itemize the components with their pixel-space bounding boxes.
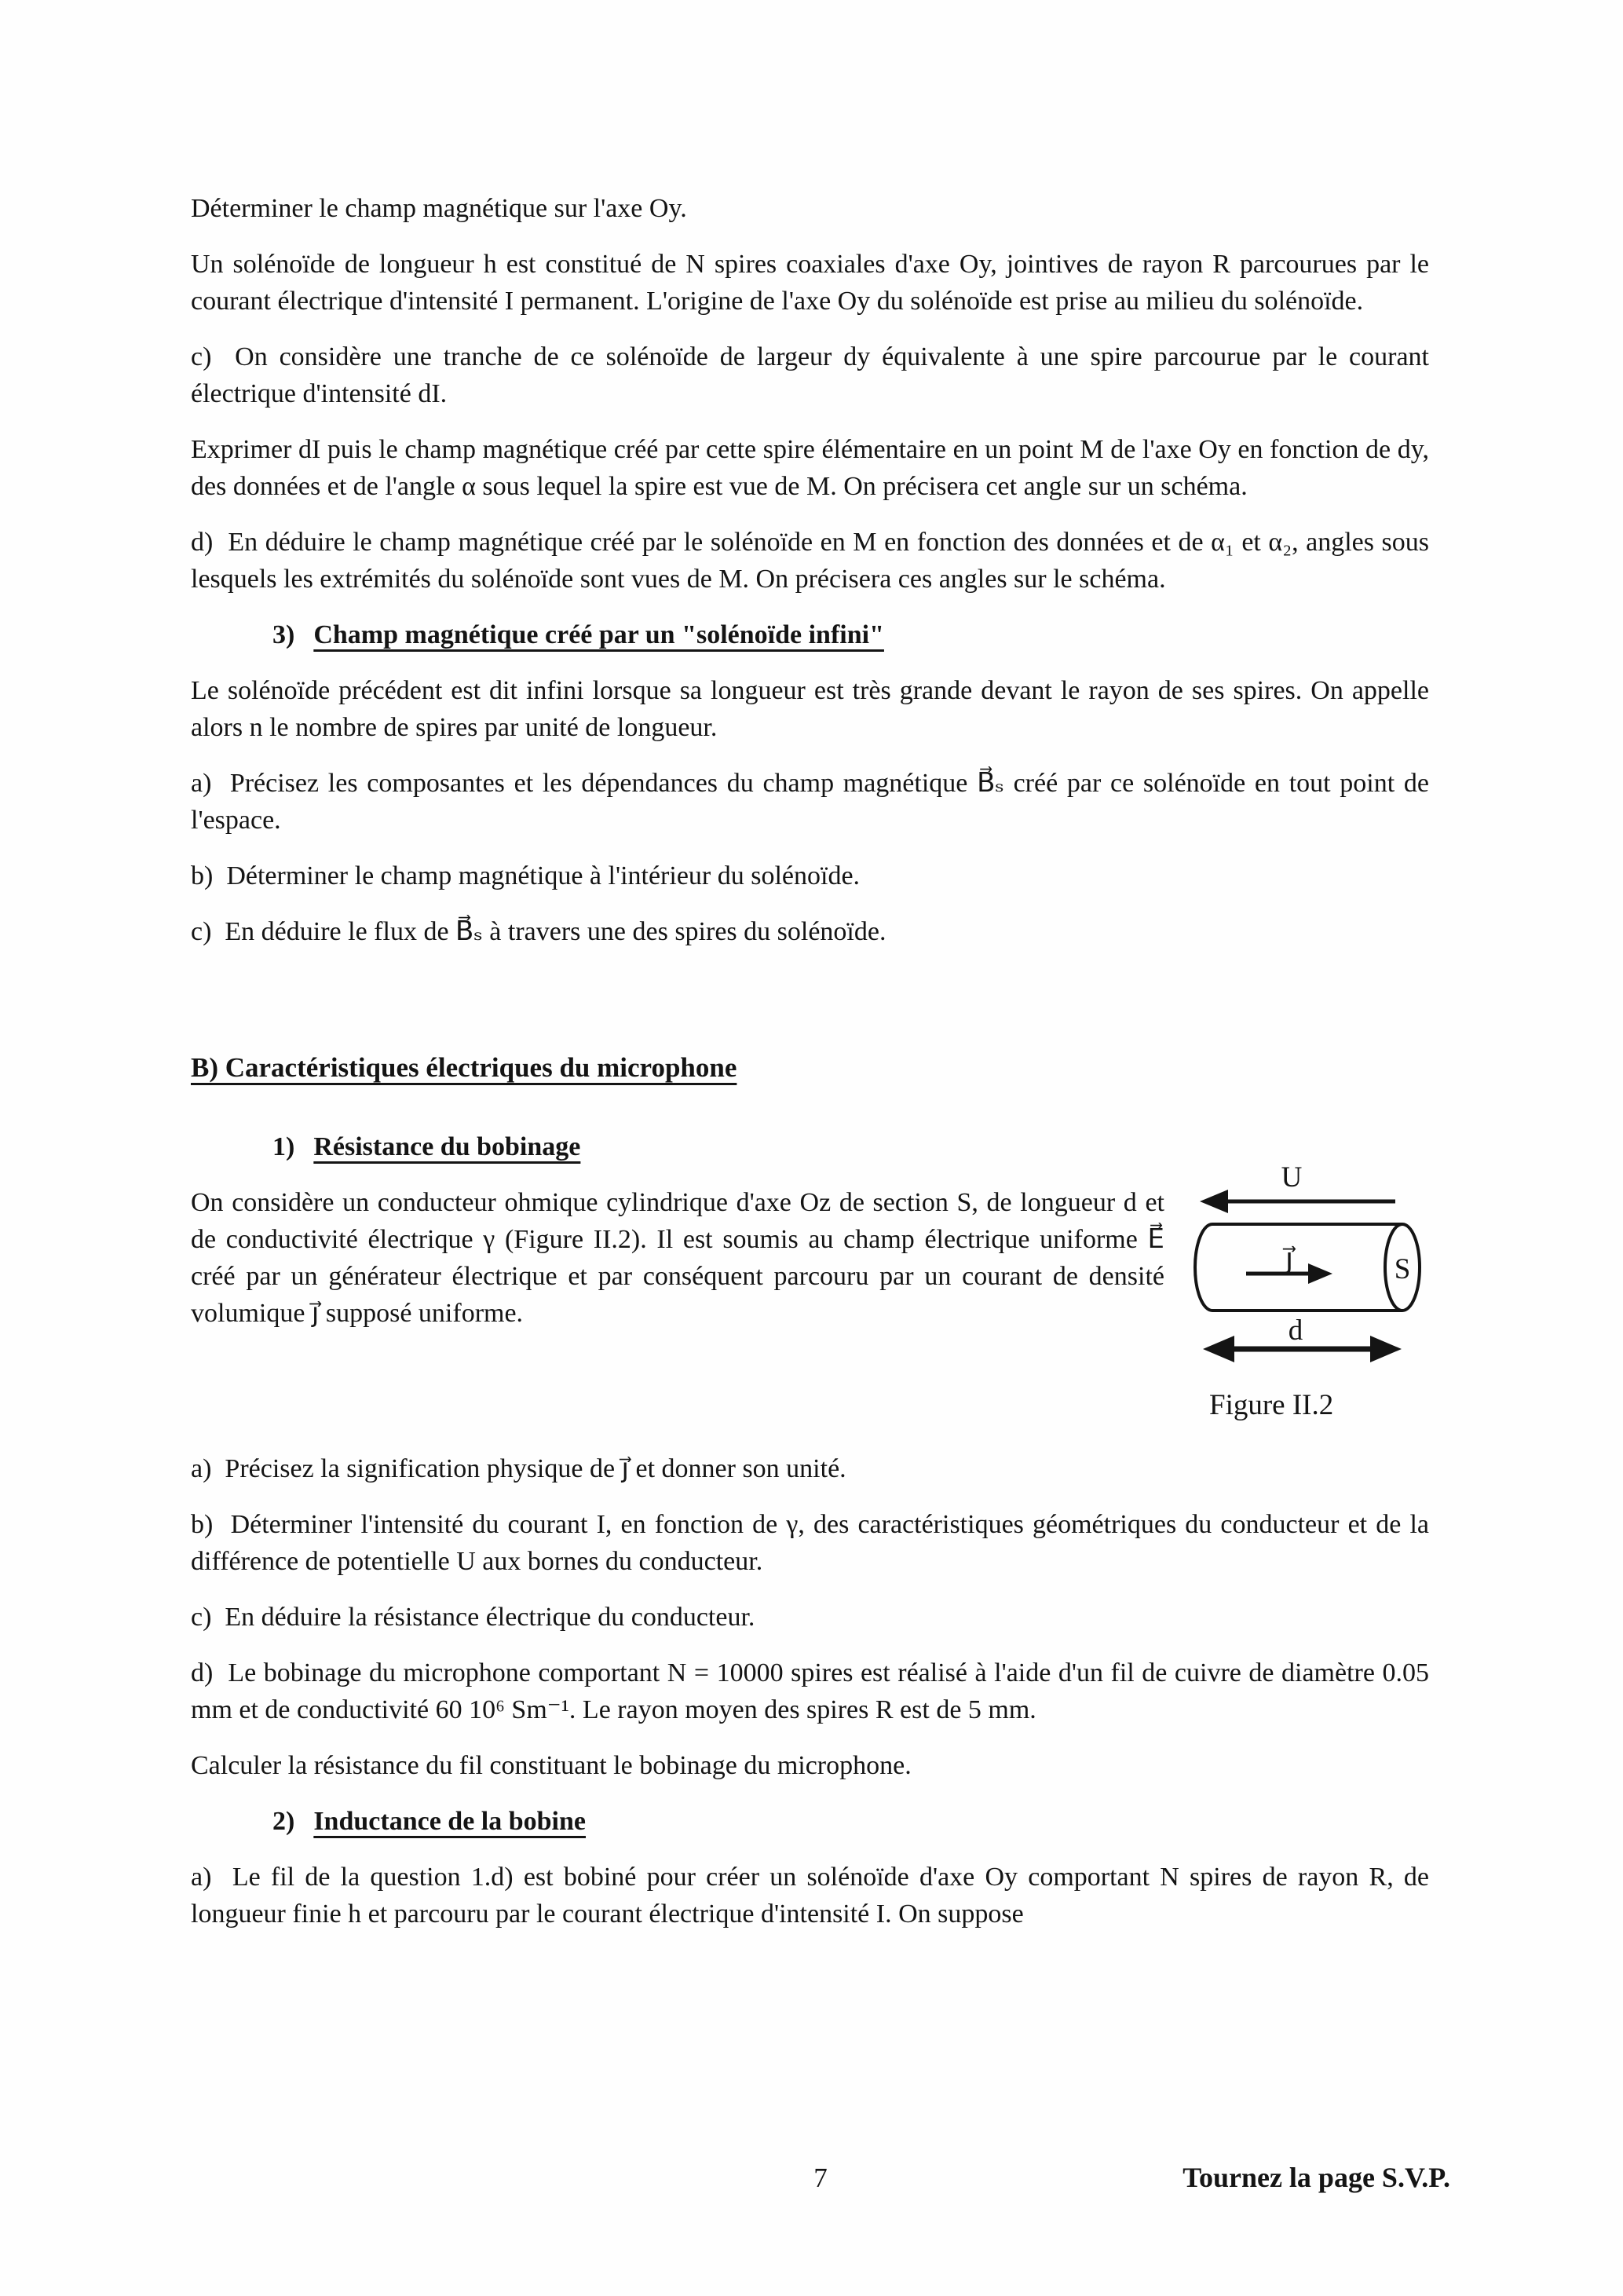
heading-section-3 xyxy=(191,616,1429,653)
question-item-a-composantes: a) Précisez les composantes et les dépendances du champ magnétique B⃗ₛ créé par ce solénoïde en tout point de l'espace. xyxy=(191,769,1429,835)
question-item-d-bobinage: d) Le bobinage du microphone comportant N = 10000 spires est réalisé à l'aide d'un fil de cuivre de diamètre 0.05 mm et de conductivité 60 10⁶ Sm⁻¹. Le rayon moyen des spires R est de 5 mm. xyxy=(191,1658,1429,1724)
question-item-b-champ-interieur: b) Déterminer le champ magnétique à l'intérieur du solénoïde. xyxy=(191,861,861,890)
page-footer xyxy=(191,2159,1450,2206)
heading-title: Résistance du bobinage xyxy=(313,1132,581,1161)
heading-section-B: B) Caractéristiques électriques du microphone xyxy=(191,1052,737,1083)
paragraph-exprimer-di: Exprimer dI puis le champ magnétique créé par cette spire élémentaire en un point M de l'axe Oy en fonction de dy, des données et de l'angle α sous lequel la spire est vue de M. On précisera cet angle sur un schéma. xyxy=(191,435,1429,501)
question-item-a-signification-j: a) Précisez la signification physique de j⃗ et donner son unité. xyxy=(191,1454,846,1483)
figure-caption: Figure II.2 xyxy=(1209,1389,1334,1421)
page-content xyxy=(191,190,1429,1951)
page-number: 7 xyxy=(813,2163,828,2193)
question-item-b-intensite: b) Déterminer l'intensité du courant I, en fonction de γ, des caractéristiques géométriques du conducteur et de la différence de potentielle U aux bornes du conducteur. xyxy=(191,1510,1429,1576)
paragraph-solenoide-definition: Un solénoïde de longueur h est constitué de N spires coaxiales d'axe Oy, jointives de rayon R parcourues par le courant électrique d'intensité I permanent. L'origine de l'axe Oy du solénoïde est prise au milieu du solénoïde. xyxy=(191,250,1429,316)
paragraph-determiner-axe-oy: Déterminer le champ magnétique sur l'axe Oy. xyxy=(191,194,687,223)
question-item-c-tranche: c) On considère une tranche de ce solénoïde de largeur dy équivalente à une spire parcourue par le courant électrique d'intensité dI. xyxy=(191,342,1429,408)
voltage-label: U xyxy=(1281,1161,1303,1194)
heading-title: Inductance de la bobine xyxy=(313,1807,587,1836)
heading-number: 2) xyxy=(272,1807,295,1836)
length-arrowhead-left-icon xyxy=(1203,1336,1234,1362)
heading-number: 1) xyxy=(272,1132,295,1161)
section-label: S xyxy=(1394,1253,1411,1285)
question-item-a-fil-bobine: a) Le fil de la question 1.d) est bobiné pour créer un solénoïde d'axe Oy comportant N spires de rayon R, de longueur finie h et parcouru par le courant électrique d'intensité I. On suppose xyxy=(191,1863,1429,1929)
current-density-label: j⃗ xyxy=(1285,1243,1294,1275)
length-label: d xyxy=(1288,1314,1303,1347)
current-density-arrowhead-icon xyxy=(1308,1263,1332,1284)
cylinder-body xyxy=(1195,1224,1402,1311)
paragraph-calculer-resistance: Calculer la résistance du fil constituant le bobinage du microphone. xyxy=(191,1751,912,1780)
turn-page-notice: Tournez la page S.V.P. xyxy=(1183,2162,1450,2193)
heading-title: Champ magnétique créé par un "solénoïde infini" xyxy=(313,620,884,649)
cylinder-conductor-diagram xyxy=(1170,1145,1429,1431)
length-arrowhead-right-icon xyxy=(1370,1336,1402,1362)
voltage-arrowhead-left-icon xyxy=(1200,1190,1228,1213)
paragraph-solenoide-infini: Le solénoïde précédent est dit infini lorsque sa longueur est très grande devant le rayon de ses spires. On appelle alors n le nombre de spires par unité de longueur. xyxy=(191,676,1429,742)
question-item-c-flux: c) En déduire le flux de B⃗ₛ à travers une des spires du solénoïde. xyxy=(191,917,886,946)
figure-II-2 xyxy=(1170,1145,1429,1431)
question-item-c-resistance: c) En déduire la résistance électrique du conducteur. xyxy=(191,1603,755,1632)
text-and-figure-row xyxy=(191,1161,1429,1431)
question-item-d-champ-solenoide: d) En déduire le champ magnétique créé par le solénoïde en M en fonction des données et de α₁ et α₂, angles sous lesquels les extrémités du solénoïde sont vues de M. On précisera ces angles sur le schéma. xyxy=(191,528,1429,594)
paragraph-conducteur-ohmique: On considère un conducteur ohmique cylindrique d'axe Oz de section S, de longueur d et de conductivité électrique γ (Figure II.2). Il est soumis au champ électrique uniforme E⃗ créé par un générateur électrique et par conséquent parcouru par un courant de densité volumique j⃗ supposé uniforme. xyxy=(191,1188,1164,1328)
heading-section-2-inductance xyxy=(191,1803,1429,1840)
heading-number: 3) xyxy=(272,620,295,649)
